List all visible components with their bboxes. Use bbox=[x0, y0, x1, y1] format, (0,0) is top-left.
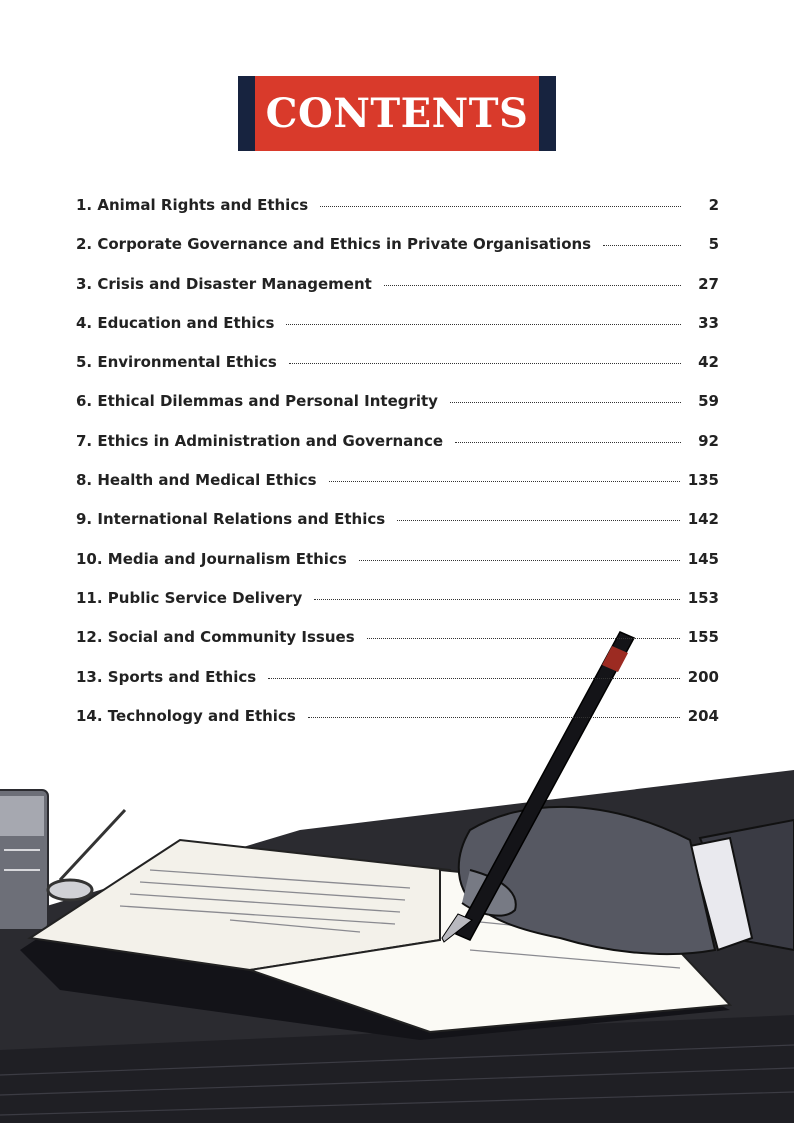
page-title: CONTENTS bbox=[265, 89, 529, 137]
dot-leader bbox=[397, 520, 679, 521]
toc-page-number: 33 bbox=[698, 313, 719, 332]
toc-page-number: 27 bbox=[698, 274, 719, 293]
toc-page-number: 42 bbox=[698, 353, 719, 372]
toc-page-number: 145 bbox=[687, 549, 719, 568]
toc-label: 14. Technology and Ethics bbox=[76, 706, 296, 725]
toc-item-10[interactable] bbox=[76, 550, 719, 589]
toc-page-number: 2 bbox=[708, 196, 719, 214]
toc-item-1[interactable] bbox=[76, 196, 719, 235]
toc-label: 1. Animal Rights and Ethics bbox=[76, 196, 309, 214]
toc-page-number: 200 bbox=[687, 667, 719, 686]
toc-item-9[interactable] bbox=[76, 510, 719, 549]
dot-leader bbox=[603, 245, 681, 246]
dot-leader bbox=[384, 285, 681, 286]
banner-right-edge bbox=[539, 76, 556, 151]
toc-page-number: 142 bbox=[687, 510, 719, 529]
dot-leader bbox=[308, 717, 680, 718]
contents-banner bbox=[238, 76, 556, 151]
toc-label: 8. Health and Medical Ethics bbox=[76, 471, 317, 490]
toc-item-12[interactable] bbox=[76, 628, 719, 667]
toc-page-number: 59 bbox=[698, 392, 719, 411]
dot-leader bbox=[367, 638, 680, 639]
toc-item-6[interactable] bbox=[76, 392, 719, 431]
dot-leader bbox=[289, 363, 681, 364]
dot-leader bbox=[359, 560, 680, 561]
toc-item-11[interactable] bbox=[76, 589, 719, 628]
toc-item-2[interactable] bbox=[76, 235, 719, 274]
toc-label: 3. Crisis and Disaster Management bbox=[76, 274, 372, 293]
toc-item-3[interactable] bbox=[76, 275, 719, 314]
dot-leader bbox=[268, 678, 680, 679]
toc-page-number: 135 bbox=[687, 471, 719, 490]
toc-label: 2. Corporate Governance and Ethics in Private Organisations bbox=[76, 235, 592, 254]
toc-item-13[interactable] bbox=[76, 668, 719, 707]
toc-item-8[interactable] bbox=[76, 471, 719, 510]
toc-label: 6. Ethical Dilemmas and Personal Integrity bbox=[76, 392, 438, 411]
toc-label: 13. Sports and Ethics bbox=[76, 667, 257, 686]
dot-leader bbox=[314, 599, 679, 600]
toc-item-4[interactable] bbox=[76, 314, 719, 353]
toc-label: 10. Media and Journalism Ethics bbox=[76, 549, 347, 568]
toc-item-14[interactable] bbox=[76, 707, 719, 746]
dot-leader bbox=[286, 324, 681, 325]
table-of-contents bbox=[76, 196, 719, 746]
dot-leader bbox=[329, 481, 680, 482]
toc-label: 7. Ethics in Administration and Governance bbox=[76, 431, 444, 450]
toc-item-7[interactable] bbox=[76, 432, 719, 471]
banner-left-edge bbox=[238, 76, 255, 151]
toc-label: 9. International Relations and Ethics bbox=[76, 510, 386, 529]
toc-page-number: 153 bbox=[687, 588, 719, 607]
toc-label: 11. Public Service Delivery bbox=[76, 588, 303, 607]
toc-page-number: 5 bbox=[708, 235, 719, 254]
toc-label: 4. Education and Ethics bbox=[76, 313, 275, 332]
toc-page-number: 92 bbox=[698, 431, 719, 450]
dot-leader bbox=[320, 206, 681, 207]
toc-label: 12. Social and Community Issues bbox=[76, 628, 355, 647]
glass-icon bbox=[0, 790, 48, 930]
toc-page-number: 204 bbox=[687, 706, 719, 725]
toc-label: 5. Environmental Ethics bbox=[76, 353, 277, 372]
toc-item-5[interactable] bbox=[76, 353, 719, 392]
toc-page-number: 155 bbox=[687, 628, 719, 647]
dot-leader bbox=[450, 402, 681, 403]
dot-leader bbox=[455, 442, 681, 443]
